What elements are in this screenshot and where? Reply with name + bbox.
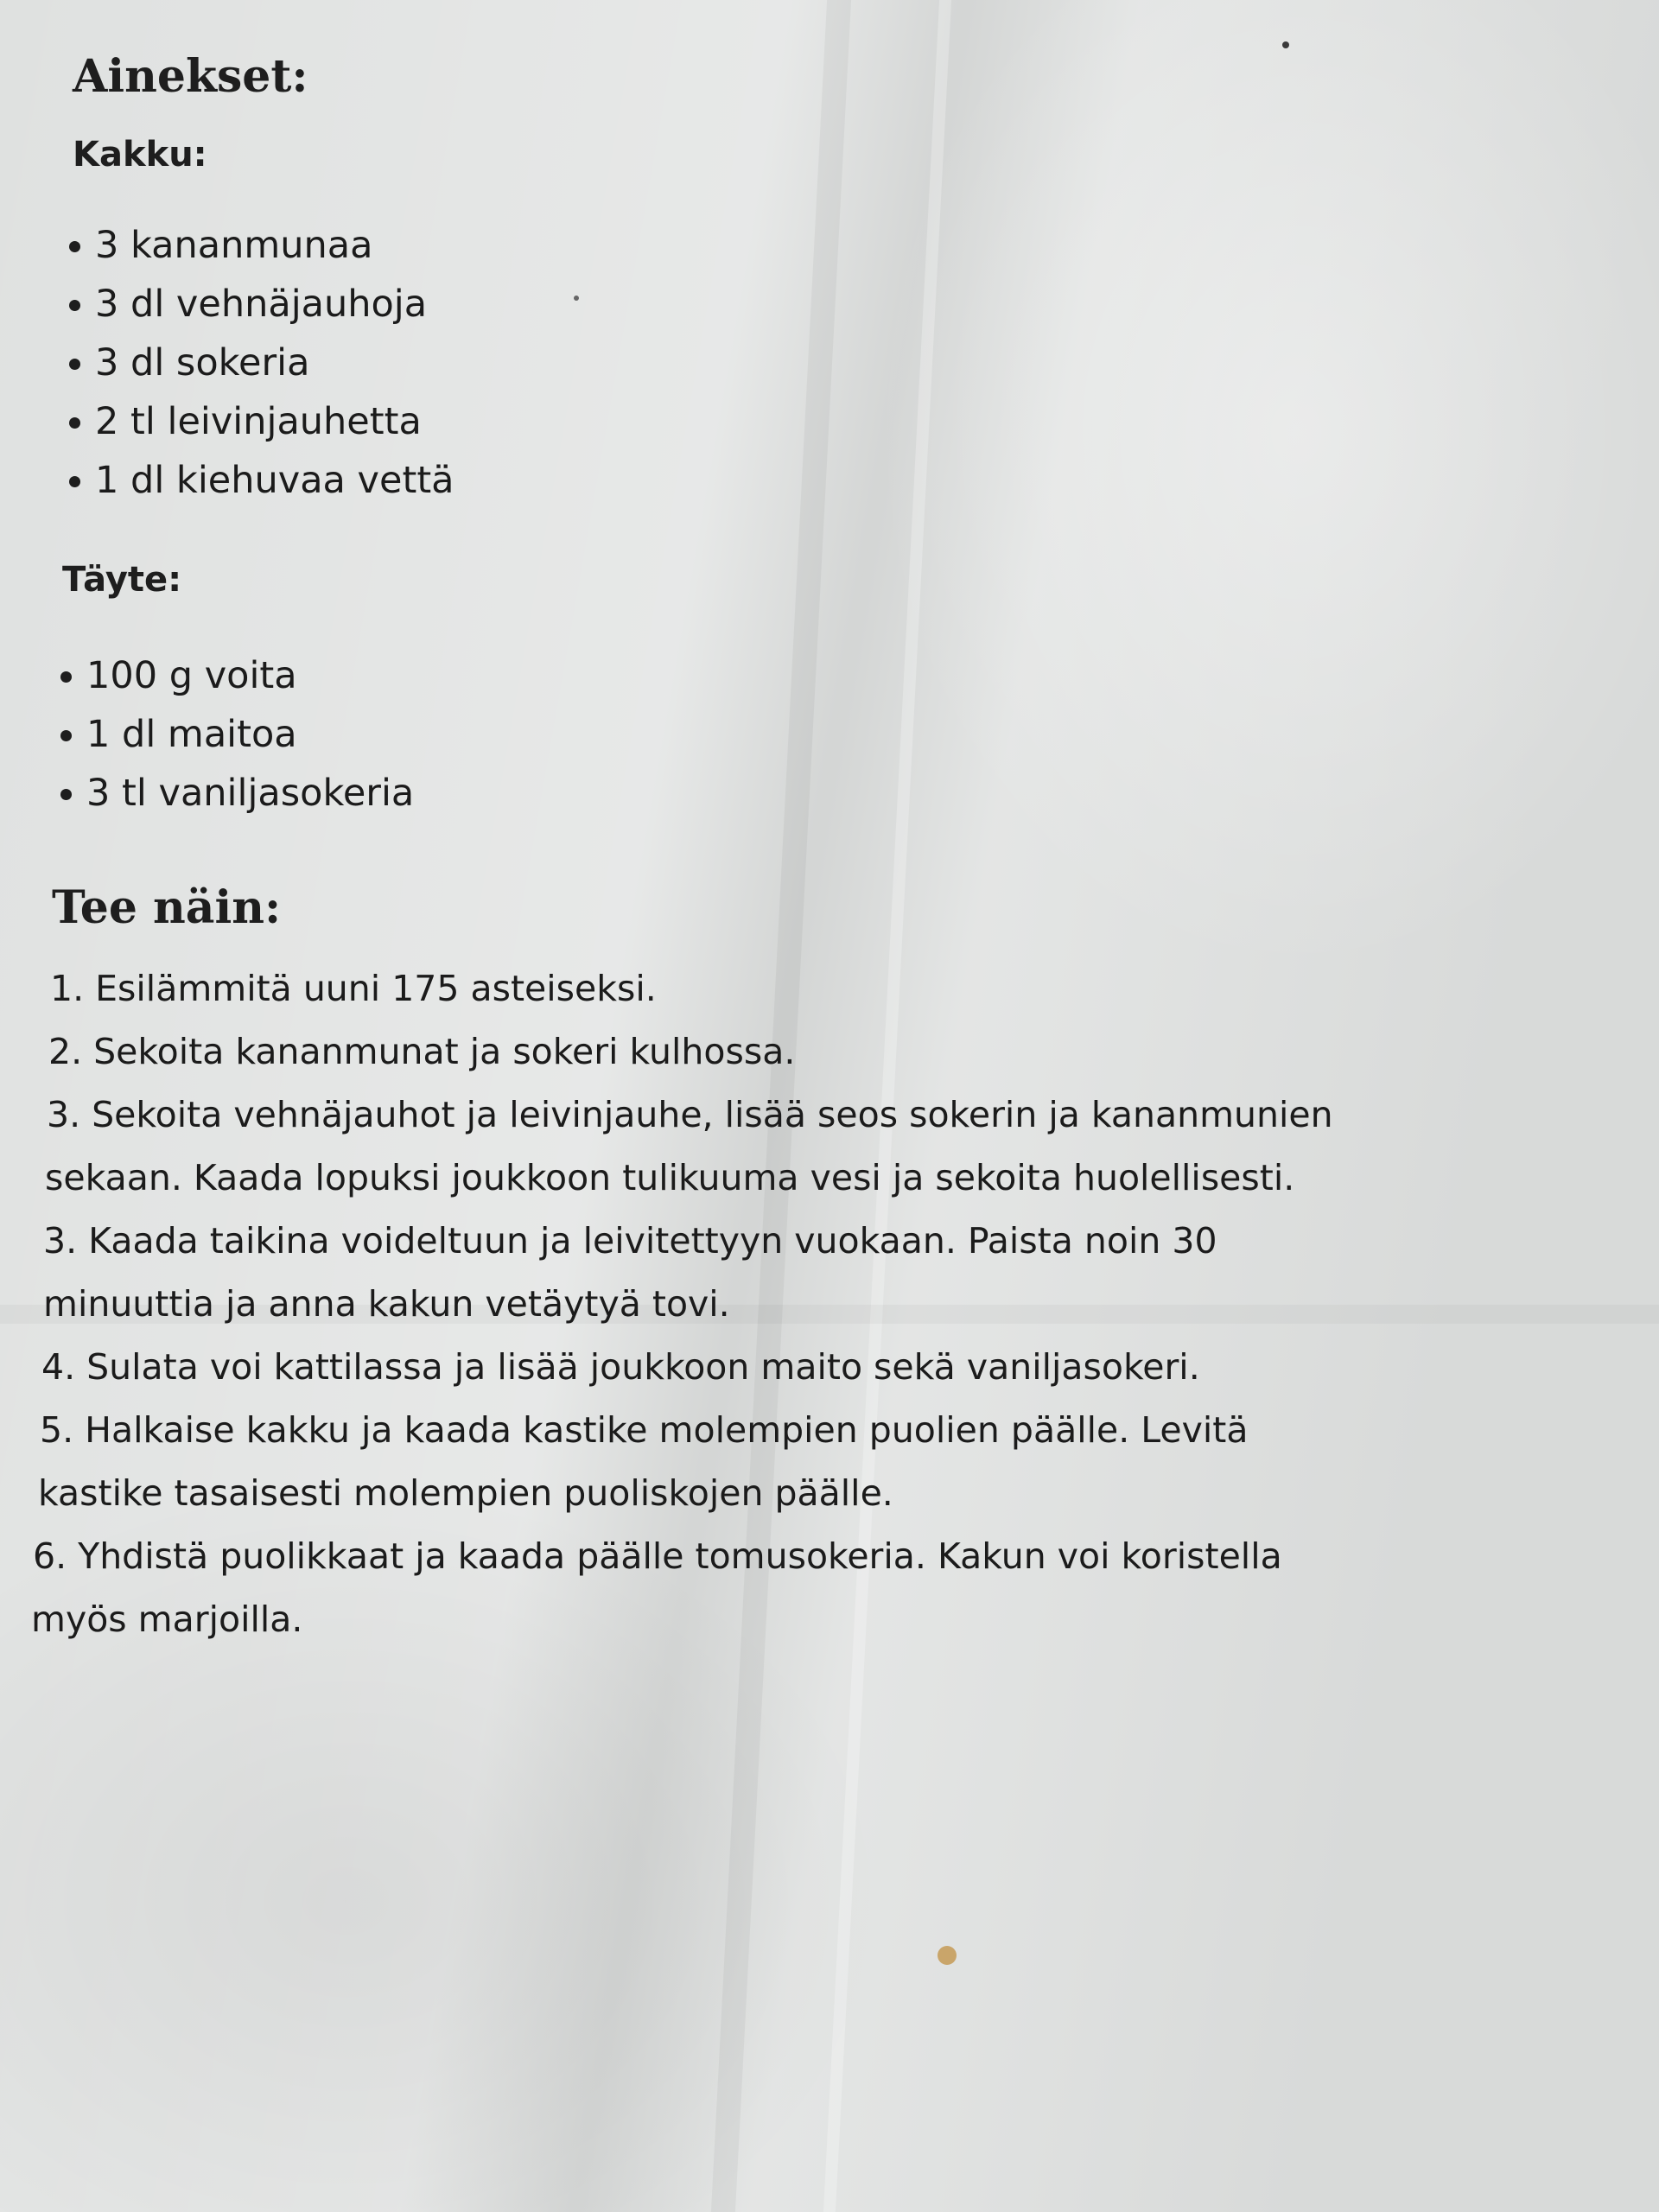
- filling-ingredient-list: [60, 646, 414, 823]
- instruction-line: 3. Sekoita vehnäjauhot ja leivinjauhe, lisää seos sokerin ja kananmunien: [47, 1094, 1333, 1135]
- instruction-line: myös marjoilla.: [31, 1599, 303, 1640]
- list-item: 1 dl kiehuvaa vettä: [69, 451, 454, 510]
- instruction-line: 4. Sulata voi kattilassa ja lisää joukkoon maito sekä vaniljasokeri.: [41, 1346, 1200, 1388]
- list-item: 3 tl vaniljasokeria: [60, 764, 414, 823]
- list-item: 100 g voita: [60, 646, 414, 705]
- instruction-line: 2. Sekoita kananmunat ja sokeri kulhossa.: [48, 1031, 796, 1072]
- instructions-text: [31, 957, 1628, 1651]
- cake-ingredient-list: [69, 216, 454, 510]
- instruction-line: 3. Kaada taikina voideltuun ja leivitettyyn vuokaan. Paista noin 30: [43, 1220, 1217, 1262]
- instruction-line: minuuttia ja anna kakun vetäytyä tovi.: [43, 1283, 730, 1325]
- ingredients-heading: Ainekset:: [73, 50, 308, 103]
- instruction-line: sekaan. Kaada lopuksi joukkoon tulikuuma vesi ja sekoita huolellisesti.: [45, 1157, 1295, 1198]
- list-item: 2 tl leivinjauhetta: [69, 392, 454, 451]
- instruction-line: kastike tasaisesti molempien puoliskojen päälle.: [38, 1472, 893, 1514]
- instruction-line: 6. Yhdistä puolikkaat ja kaada päälle tomusokeria. Kakun voi koristella: [33, 1535, 1282, 1577]
- list-item: 3 kananmunaa: [69, 216, 454, 275]
- instructions-heading: Tee näin:: [52, 881, 282, 934]
- list-item: 3 dl sokeria: [69, 334, 454, 392]
- filling-subheading: Täyte:: [62, 560, 182, 600]
- cake-subheading: Kakku:: [73, 135, 207, 175]
- instruction-line: 5. Halkaise kakku ja kaada kastike molempien puolien päälle. Levitä: [40, 1409, 1249, 1451]
- instruction-line: 1. Esilämmitä uuni 175 asteiseksi.: [50, 968, 657, 1009]
- list-item: 1 dl maitoa: [60, 705, 414, 764]
- list-item: 3 dl vehnäjauhoja: [69, 275, 454, 334]
